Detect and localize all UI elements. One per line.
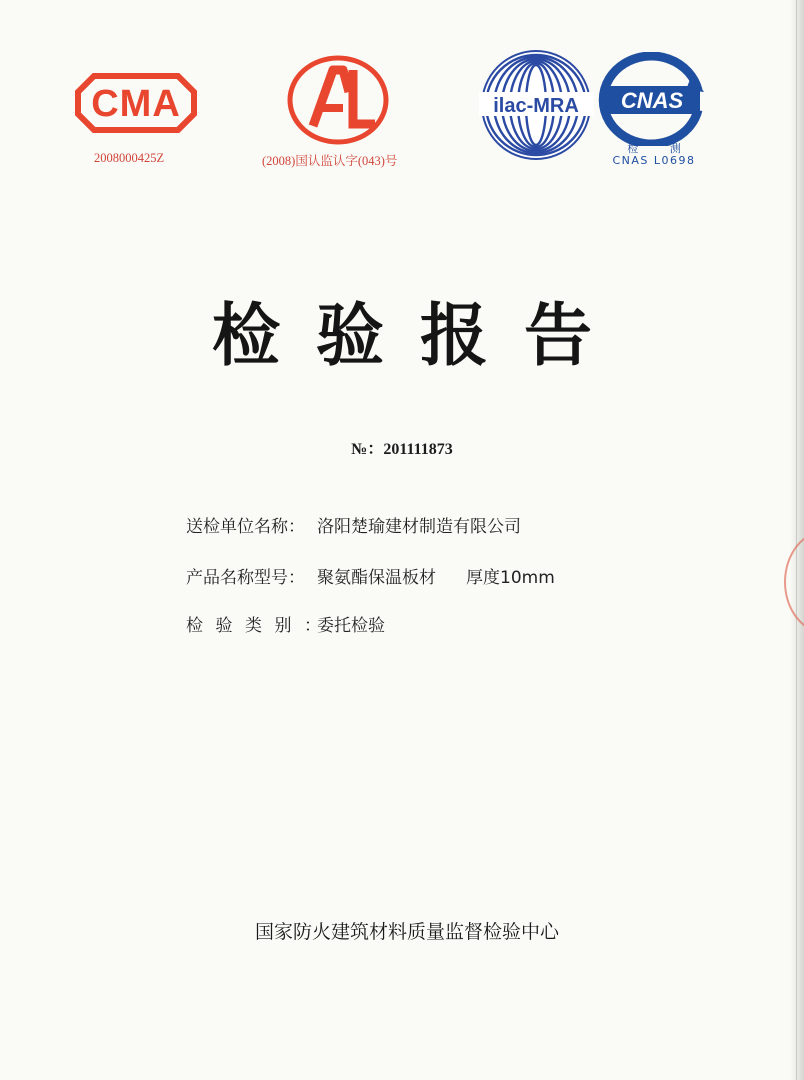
field-applicant-value: 洛阳楚瑜建材制造有限公司 — [317, 517, 521, 537]
field-product-thickness: 厚度10mm — [466, 568, 555, 588]
field-test-type-value: 委托检验 — [317, 616, 385, 636]
field-product-label: 产品名称型号： — [186, 568, 305, 588]
field-applicant-label: 送检单位名称： — [186, 517, 305, 537]
report-number: №：201111873 — [351, 441, 453, 458]
cnas-testing-label: 检 测 — [627, 142, 695, 155]
cnas-text: CNAS — [620, 88, 684, 113]
ilac-mra-logo — [479, 48, 594, 163]
cal-logo — [285, 52, 391, 148]
issuing-organization: 国家防火建筑材料质量监督检验中心 — [254, 921, 559, 943]
svg-text:CMA: CMA — [91, 83, 181, 125]
field-product-value: 聚氨酯保温板材 — [317, 568, 436, 588]
report-title: 检验报告 — [211, 297, 628, 376]
field-applicant — [186, 512, 521, 537]
field-test-type — [186, 611, 385, 636]
cnas-logo — [598, 52, 708, 146]
cal-cert-number: (2008)国认监认字(043)号 — [262, 154, 398, 168]
cnas-accreditation-code: CNAS L0698 — [612, 154, 696, 167]
cma-cert-number: 2008000425Z — [94, 151, 165, 165]
field-product — [186, 563, 555, 588]
ilac-mra-text: ilac-MRA — [493, 95, 579, 117]
field-test-type-label: 检验类别： — [186, 616, 334, 636]
cma-logo — [74, 72, 198, 134]
cnas-subtitle — [608, 140, 700, 167]
